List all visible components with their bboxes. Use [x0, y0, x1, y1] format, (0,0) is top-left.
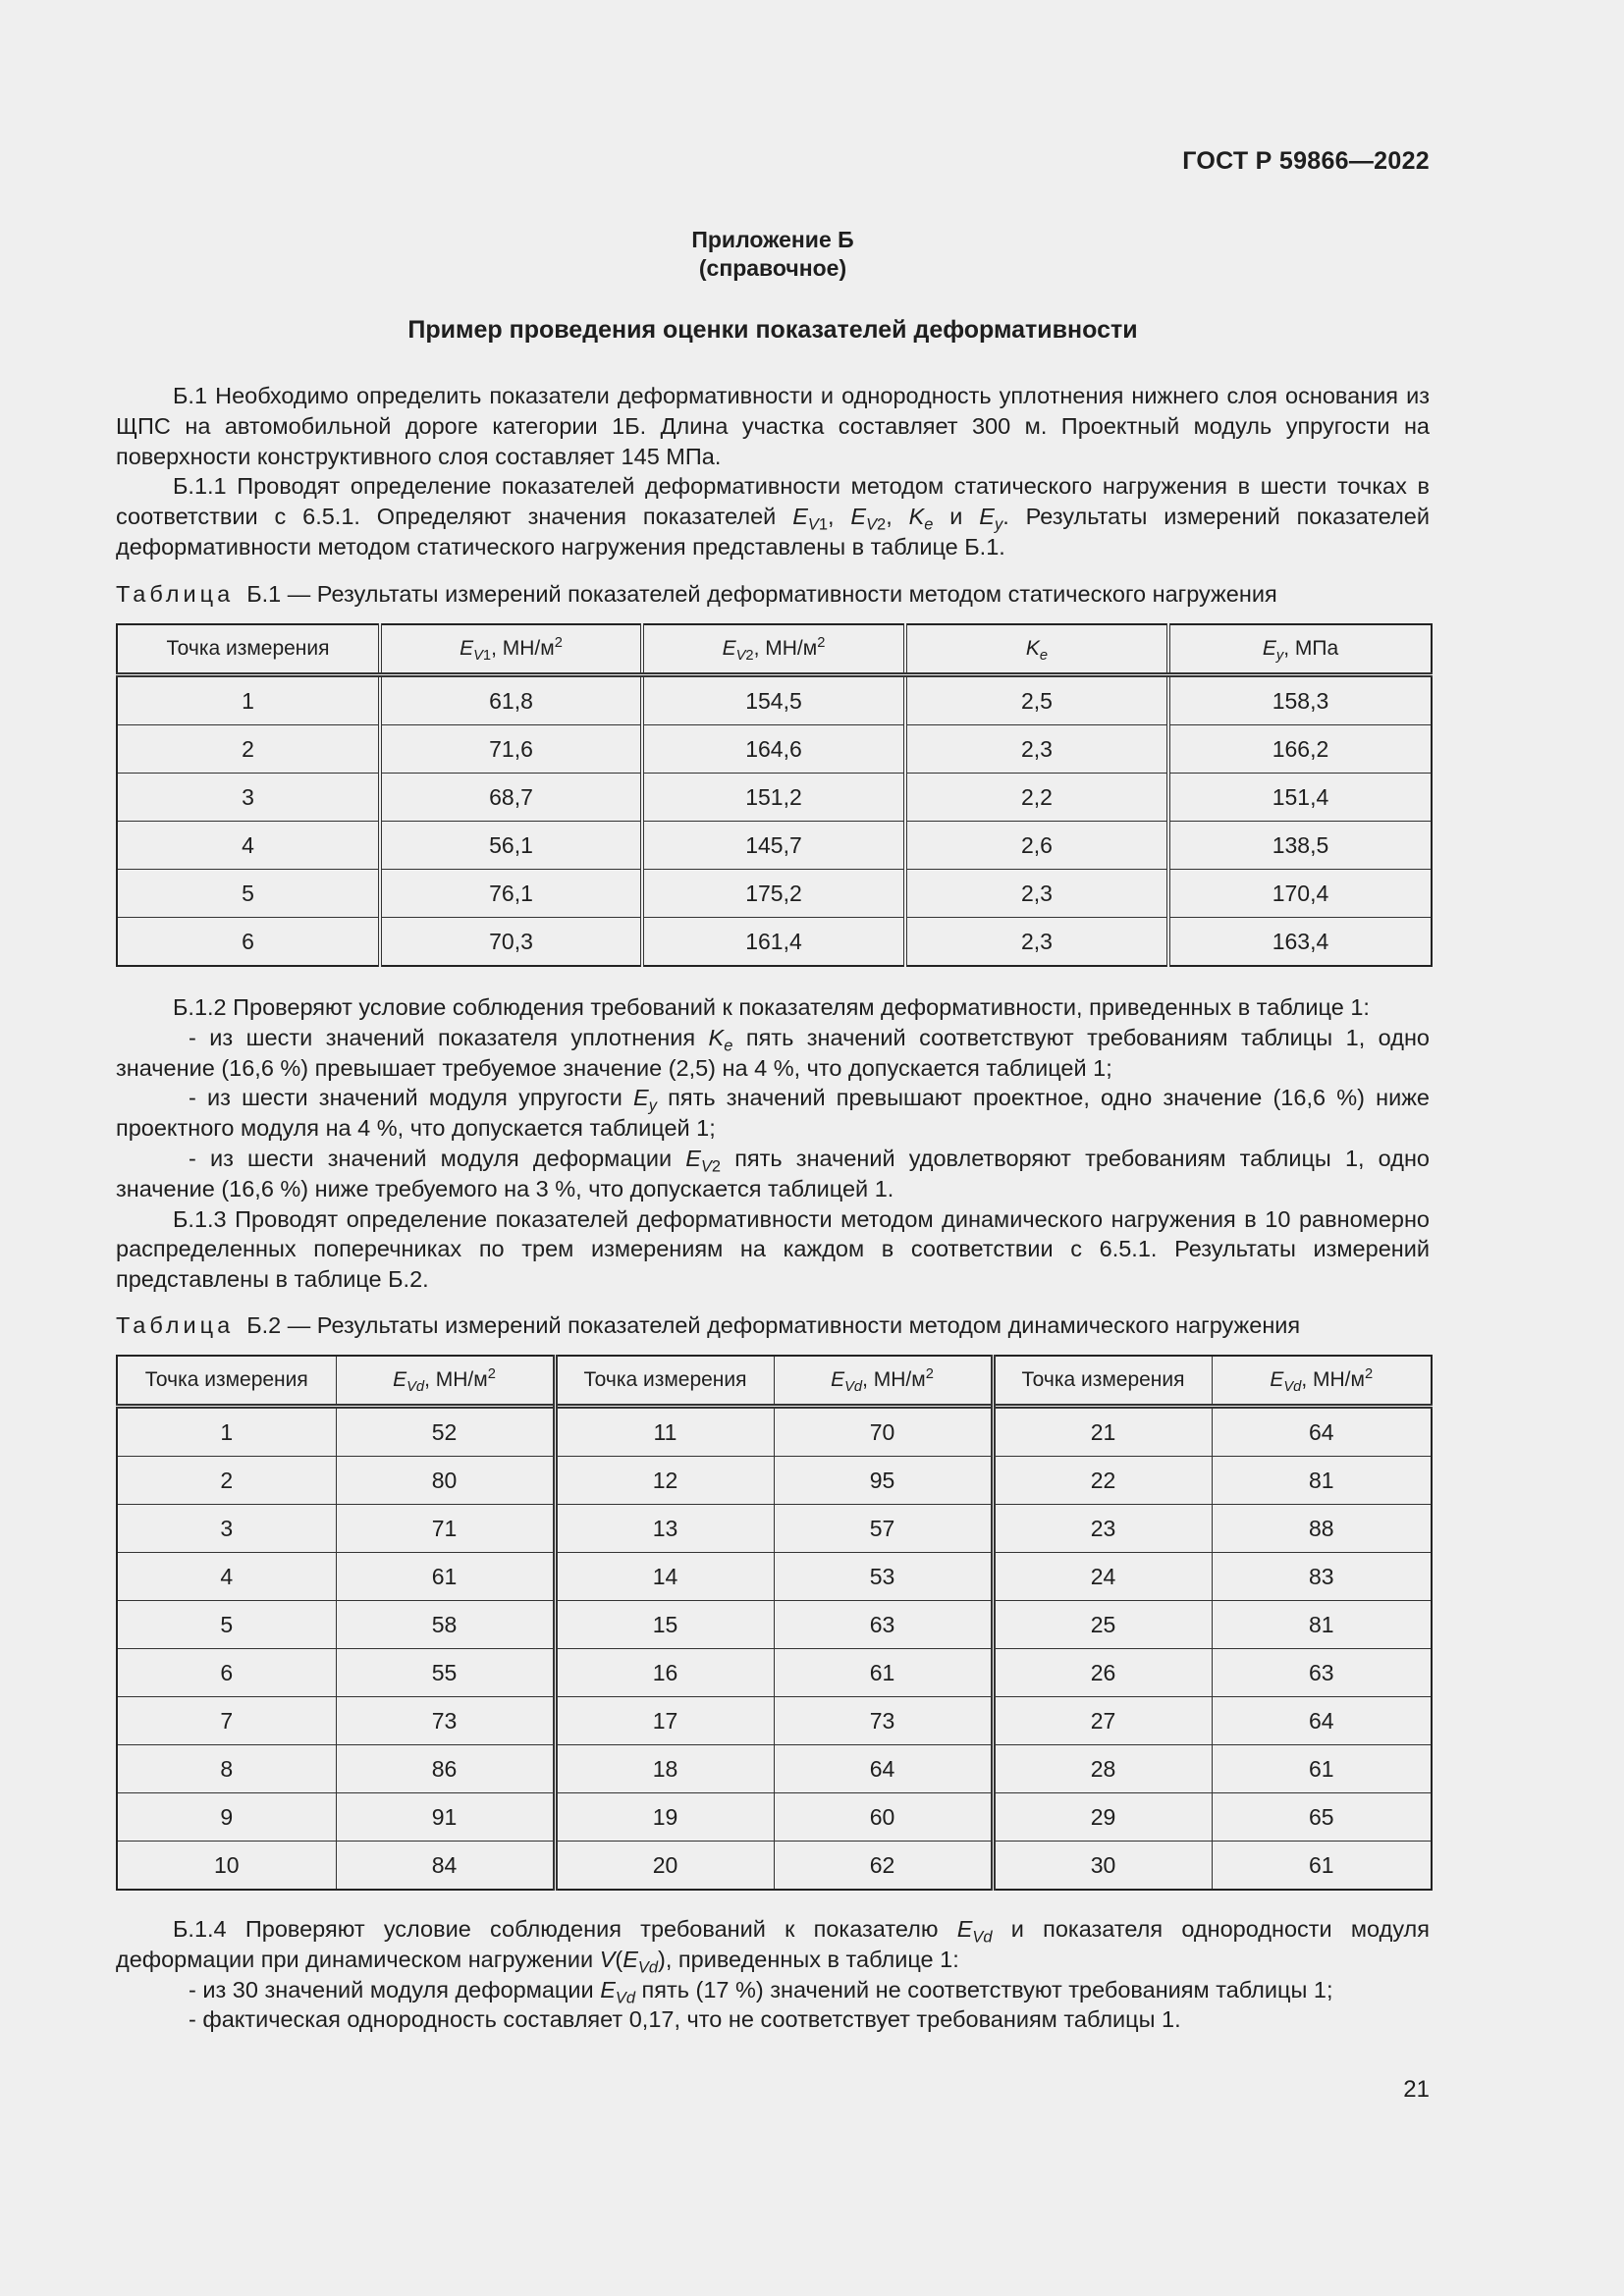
table-cell: 60 — [774, 1793, 993, 1842]
table-cell: 17 — [555, 1697, 774, 1745]
standard-number: ГОСТ Р 59866—2022 — [1182, 147, 1430, 175]
table-cell: 64 — [1212, 1697, 1432, 1745]
table-cell: 29 — [993, 1793, 1212, 1842]
table-cell: 11 — [555, 1407, 774, 1457]
table-cell: 3 — [117, 1505, 336, 1553]
table-cell: 58 — [336, 1601, 555, 1649]
table-static-loading — [116, 623, 1433, 967]
table-cell: 158,3 — [1168, 675, 1432, 725]
table-cell: 2 — [117, 725, 380, 774]
table-cell: 88 — [1212, 1505, 1432, 1553]
table-cell: 2 — [117, 1457, 336, 1505]
table-cell: 6 — [117, 918, 380, 967]
table-cell: 61,8 — [380, 675, 642, 725]
table-cell: 76,1 — [380, 870, 642, 918]
table-cell: 7 — [117, 1697, 336, 1745]
table-row — [117, 1505, 1432, 1553]
table2-header: $E_{Vd}$, $МН/м^2$ — [336, 1356, 555, 1407]
table-row — [117, 1697, 1432, 1745]
table-cell: 53 — [774, 1553, 993, 1601]
final-text — [116, 1914, 1430, 2035]
table-cell: 10 — [117, 1842, 336, 1891]
table2-header: $E_{Vd}$, $МН/м^2$ — [774, 1356, 993, 1407]
page-number: 21 — [1403, 2076, 1430, 2103]
table-cell: 23 — [993, 1505, 1212, 1553]
paragraph-b12-item: - из шести значений модуля упругости $E_y$ пять значений превышают проектное, одно значение (16,6 %) ниже проектного модуля на 4 %, что допускается таблицей 1; — [116, 1085, 1430, 1142]
table2-caption — [116, 1312, 1300, 1339]
table-row — [117, 1842, 1432, 1891]
table-cell: 28 — [993, 1745, 1212, 1793]
table-cell: 22 — [993, 1457, 1212, 1505]
table-row — [117, 1407, 1432, 1457]
table-cell: 145,7 — [642, 822, 905, 870]
table-cell: 16 — [555, 1649, 774, 1697]
table-cell: 2,6 — [905, 822, 1168, 870]
table-cell: 26 — [993, 1649, 1212, 1697]
table-cell: 1 — [117, 1407, 336, 1457]
table-row — [117, 1601, 1432, 1649]
table-cell: 2,5 — [905, 675, 1168, 725]
table-cell: 4 — [117, 822, 380, 870]
table-cell: 61 — [1212, 1842, 1432, 1891]
appendix-heading — [116, 226, 1430, 283]
table-row — [117, 774, 1432, 822]
table-cell: 80 — [336, 1457, 555, 1505]
table-cell: 2,3 — [905, 918, 1168, 967]
table-cell: 55 — [336, 1649, 555, 1697]
table-cell: 56,1 — [380, 822, 642, 870]
page-title: Пример проведения оценки показателей деформативности — [407, 316, 1138, 344]
table-cell: 62 — [774, 1842, 993, 1891]
table-cell: 84 — [336, 1842, 555, 1891]
table-cell: 71 — [336, 1505, 555, 1553]
table-cell: 63 — [1212, 1649, 1432, 1697]
table-cell: 83 — [1212, 1553, 1432, 1601]
table-cell: 61 — [336, 1553, 555, 1601]
table1-header: Точка измерения — [117, 624, 380, 675]
table2-caption-text: Б.2 — Результаты измерений показателей деформативности методом динамического нагружения — [246, 1312, 1301, 1338]
table-cell: 154,5 — [642, 675, 905, 725]
table1-caption-text: Б.1 — Результаты измерений показателей деформативности методом статического нагружения — [246, 581, 1277, 607]
table-cell: 138,5 — [1168, 822, 1432, 870]
table-cell: 81 — [1212, 1601, 1432, 1649]
appendix-kind: (справочное) — [698, 255, 847, 281]
table-cell: 64 — [1212, 1407, 1432, 1457]
paragraph-b12-item: - из шести значений показателя уплотнения $K_e$ пять значений соответствуют требованиям таблицы 1, одно значение (16,6 %) превышает требуемое значение (2,5) на 4 %, что допускается таблицей 1; — [116, 1024, 1430, 1081]
table-cell: 13 — [555, 1505, 774, 1553]
table-row — [117, 1457, 1432, 1505]
table2-caption-word: Таблица — [116, 1312, 235, 1338]
table1-header-row — [117, 624, 1432, 675]
table1-header: $E_{V2}$, $МН/м^2$ — [642, 624, 905, 675]
table-cell: 81 — [1212, 1457, 1432, 1505]
paragraph-b1: Б.1 Необходимо определить показатели деформативности и однородность уплотнения нижнего слоя основания из ЩПС на автомобильной дороге категории 1Б. Длина участка составляет 300 м. Проектный модуль упругости на поверхности конструктивного слоя составляет 145 МПа. — [116, 383, 1430, 469]
table-cell: 63 — [774, 1601, 993, 1649]
table-cell: 4 — [117, 1553, 336, 1601]
table-cell: 52 — [336, 1407, 555, 1457]
table-row — [117, 675, 1432, 725]
table2-header: $E_{Vd}$, $МН/м^2$ — [1212, 1356, 1432, 1407]
paragraph-b12-item: - из шести значений модуля деформации $E_{V2}$ пять значений удовлетворяют требованиям таблицы 1, одно значение (16,6 %) ниже требуемого на 3 %, что допускается таблицей 1. — [116, 1145, 1430, 1201]
table-cell: 91 — [336, 1793, 555, 1842]
table-cell: 24 — [993, 1553, 1212, 1601]
table-cell: 5 — [117, 870, 380, 918]
table-cell: 2,3 — [905, 870, 1168, 918]
table-row — [117, 1793, 1432, 1842]
table-cell: 25 — [993, 1601, 1212, 1649]
table-cell: 73 — [336, 1697, 555, 1745]
table-row — [117, 870, 1432, 918]
table-row — [117, 1553, 1432, 1601]
table-cell: 8 — [117, 1745, 336, 1793]
paragraph-b14-item: - фактическая однородность составляет 0,17, что не соответствует требованиям таблицы 1. — [189, 2006, 1181, 2033]
table-cell: 5 — [117, 1601, 336, 1649]
table1-header: $E_{V1}$, $МН/м^2$ — [380, 624, 642, 675]
table-cell: 1 — [117, 675, 380, 725]
table2-header: Точка измерения — [993, 1356, 1212, 1407]
table-cell: 151,2 — [642, 774, 905, 822]
table-cell: 73 — [774, 1697, 993, 1745]
table-cell: 175,2 — [642, 870, 905, 918]
paragraph-b14-item: - из 30 значений модуля деформации $E_{Vd}$ пять (17 %) значений не соответствуют требованиям таблицы 1; — [189, 1976, 1333, 2007]
table-cell: 57 — [774, 1505, 993, 1553]
table-row — [117, 725, 1432, 774]
table-cell: 163,4 — [1168, 918, 1432, 967]
table-cell: 68,7 — [380, 774, 642, 822]
intro-text — [116, 381, 1430, 562]
table-cell: 15 — [555, 1601, 774, 1649]
table1-header: $E_y$, МПа — [1168, 624, 1432, 675]
table2-header: Точка измерения — [117, 1356, 336, 1407]
table-cell: 9 — [117, 1793, 336, 1842]
table-dynamic-loading — [116, 1355, 1433, 1891]
table-cell: 18 — [555, 1745, 774, 1793]
table1-header: $K_e$ — [905, 624, 1168, 675]
table-cell: 2,2 — [905, 774, 1168, 822]
table1-caption-word: Таблица — [116, 581, 235, 607]
table-cell: 14 — [555, 1553, 774, 1601]
table-row — [117, 1745, 1432, 1793]
table-cell: 21 — [993, 1407, 1212, 1457]
table-cell: 3 — [117, 774, 380, 822]
paragraph-b13: Б.1.3 Проводят определение показателей деформативности методом динамического нагружения в 10 равномерно распределенных поперечниках по трем измерениям на каждом в соответствии с 6.5.1. Результаты измерений представлены в таблице Б.2. — [116, 1205, 1430, 1293]
table-row — [117, 918, 1432, 967]
table-cell: 151,4 — [1168, 774, 1432, 822]
conditions-text — [116, 992, 1430, 1295]
table-cell: 65 — [1212, 1793, 1432, 1842]
table-cell: 27 — [993, 1697, 1212, 1745]
table-cell: 166,2 — [1168, 725, 1432, 774]
paragraph-b12: Б.1.2 Проверяют условие соблюдения требований к показателям деформативности, приведенных в таблице 1: — [173, 994, 1370, 1020]
table-cell: 19 — [555, 1793, 774, 1842]
table-row — [117, 1649, 1432, 1697]
paragraph-b14: Б.1.4 Проверяют условие соблюдения требований к показателю $E_{Vd}$ и показателя однородности модуля деформации при динамическом нагружении $V(E_{Vd})$, приведенных в таблице 1: — [116, 1916, 1430, 1977]
table-cell: 61 — [1212, 1745, 1432, 1793]
table1-caption — [116, 581, 1277, 608]
table-cell: 6 — [117, 1649, 336, 1697]
table-cell: 161,4 — [642, 918, 905, 967]
table-cell: 71,6 — [380, 725, 642, 774]
table-cell: 70 — [774, 1407, 993, 1457]
table2-header: Точка измерения — [555, 1356, 774, 1407]
table-row — [117, 822, 1432, 870]
paragraph-b11: Б.1.1 Проводят определение показателей деформативности методом статического нагружения в шести точках в соответствии с 6.5.1. Определяют значения показателей $E_{V1}$, $E_{V2}$, $K_e$ и $E_y$. Результаты измерений показателей деформативности методом статического нагружения представлены в таблице Б.1. — [116, 473, 1430, 560]
table-cell: 61 — [774, 1649, 993, 1697]
table-cell: 2,3 — [905, 725, 1168, 774]
table-cell: 95 — [774, 1457, 993, 1505]
table-cell: 86 — [336, 1745, 555, 1793]
table-cell: 30 — [993, 1842, 1212, 1891]
appendix-label: Приложение Б — [691, 227, 854, 252]
table2-header-row — [117, 1356, 1432, 1407]
table-cell: 70,3 — [380, 918, 642, 967]
table-cell: 170,4 — [1168, 870, 1432, 918]
table-cell: 12 — [555, 1457, 774, 1505]
table-cell: 64 — [774, 1745, 993, 1793]
table-cell: 20 — [555, 1842, 774, 1891]
table-cell: 164,6 — [642, 725, 905, 774]
